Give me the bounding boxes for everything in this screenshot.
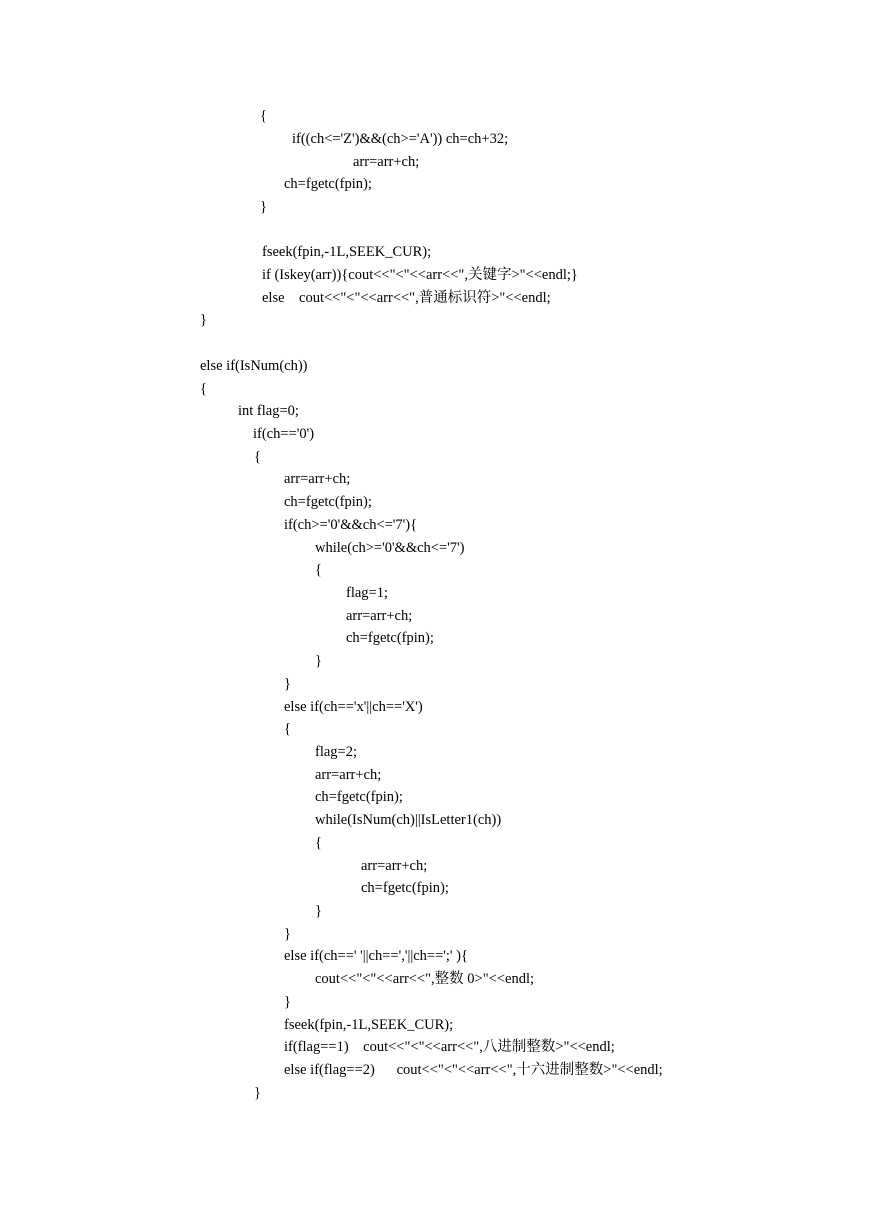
- code-line: arr=arr+ch;: [353, 154, 420, 170]
- code-line: else cout<<"<"<<arr<<",普通标识符>"<<endl;: [262, 290, 551, 306]
- code-line: ch=fgetc(fpin);: [284, 176, 372, 192]
- code-line: }: [284, 994, 291, 1010]
- code-line: while(ch>='0'&&ch<='7'): [315, 540, 465, 556]
- code-line: fseek(fpin,-1L,SEEK_CUR);: [262, 244, 432, 260]
- code-line: }: [200, 312, 207, 328]
- code-line: flag=2;: [315, 744, 357, 760]
- code-line: {: [254, 449, 261, 465]
- code-line: if(ch=='0'): [253, 426, 315, 442]
- code-line: }: [315, 653, 322, 669]
- code-line: else if(IsNum(ch)): [200, 358, 308, 374]
- code-line: arr=arr+ch;: [346, 608, 413, 624]
- code-line: arr=arr+ch;: [315, 767, 382, 783]
- code-line: {: [284, 721, 291, 737]
- code-line: flag=1;: [346, 585, 388, 601]
- code-line: {: [260, 108, 267, 124]
- code-line: if(flag==1) cout<<"<"<<arr<<",八进制整数>"<<endl;: [284, 1039, 615, 1055]
- code-line: }: [284, 926, 291, 942]
- code-line: {: [200, 381, 207, 397]
- code-line: if(ch>='0'&&ch<='7'){: [284, 517, 418, 533]
- code-line: fseek(fpin,-1L,SEEK_CUR);: [284, 1017, 454, 1033]
- code-line: else if(ch=='x'||ch=='X'): [284, 699, 423, 715]
- code-line: }: [284, 676, 291, 692]
- code-line: ch=fgetc(fpin);: [284, 494, 372, 510]
- code-line: arr=arr+ch;: [361, 858, 428, 874]
- code-line: if (Iskey(arr)){cout<<"<"<<arr<<",关键字>"<<endl;}: [262, 267, 578, 283]
- code-line: arr=arr+ch;: [284, 471, 351, 487]
- code-line: while(IsNum(ch)||IsLetter1(ch)): [315, 812, 502, 828]
- code-line: cout<<"<"<<arr<<",整数 0>"<<endl;: [315, 971, 535, 987]
- code-line: ch=fgetc(fpin);: [315, 789, 403, 805]
- code-line: }: [315, 903, 322, 919]
- code-line: if((ch<='Z')&&(ch>='A')) ch=ch+32;: [292, 131, 509, 147]
- code-line: ch=fgetc(fpin);: [346, 630, 434, 646]
- code-line: {: [315, 835, 322, 851]
- code-line: else if(flag==2) cout<<"<"<<arr<<",十六进制整数>"<<endl;: [284, 1062, 663, 1078]
- code-line: }: [260, 199, 267, 215]
- code-line: {: [315, 562, 322, 578]
- code-line: int flag=0;: [238, 403, 299, 419]
- code-line: }: [254, 1085, 261, 1101]
- code-line: else if(ch==' '||ch==','||ch==';' ){: [284, 948, 468, 964]
- code-line: ch=fgetc(fpin);: [361, 880, 449, 896]
